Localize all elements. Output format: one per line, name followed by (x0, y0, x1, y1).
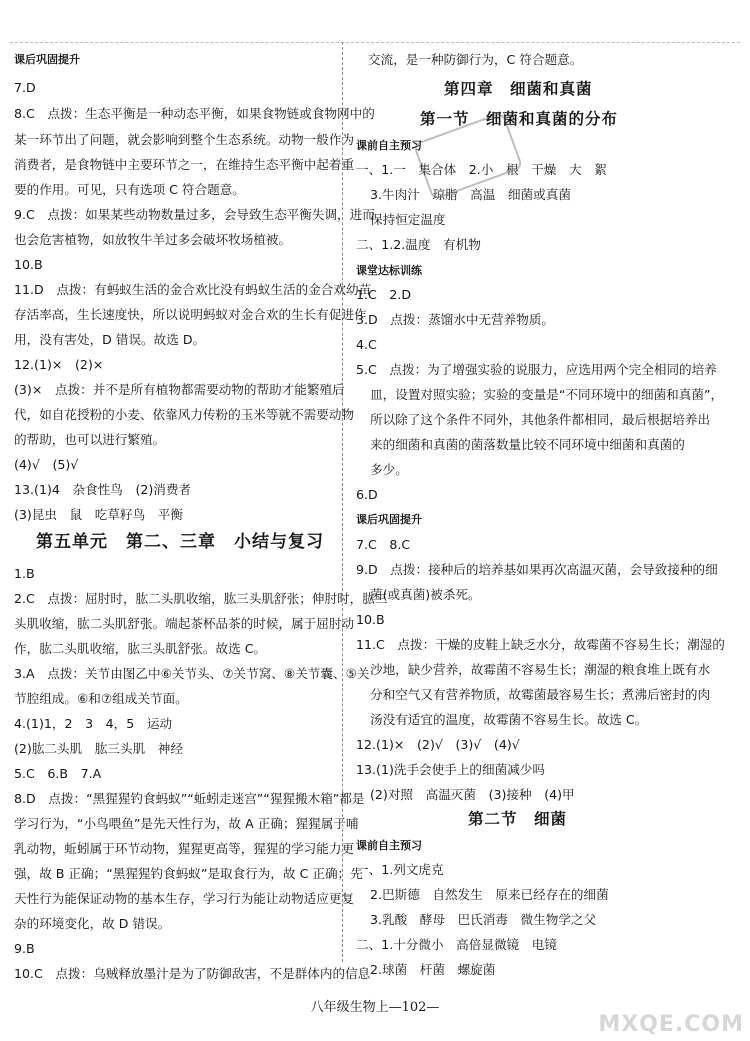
answer-line: 9.C 点拨：如果某些动物数量过多，会导致生态平衡失调，进而 (14, 207, 375, 222)
section-label: 课前自主预习 (356, 139, 422, 152)
answer-line: 5.C 6.B 7.A (14, 766, 102, 781)
answer-line: 13.(1)洗手会使手上的细菌减少吗 (356, 762, 545, 777)
answer-line: (2)肱二头肌 肱三头肌 神经 (14, 741, 183, 756)
answer-line: 杂的环境变化，故 D 错误。 (14, 916, 171, 931)
answer-line: 乳动物，蚯蚓属于环节动物，猩猩更高等，猩猩的学习能力更 (14, 841, 355, 856)
section-label: 课后巩固提升 (14, 53, 80, 66)
answer-line: 作，肱二头肌收缩，肱三头肌舒张。故选 C。 (14, 641, 267, 656)
answer-line: 要的作用。可见，只有选项 C 符合题意。 (14, 182, 245, 197)
answer-line: 13.(1)4 杂食性鸟 (2)消费者 (14, 482, 192, 497)
answer-line: 8.C 点拨：生态平衡是一种动态平衡，如果食物链或食物网中的 (14, 106, 375, 121)
answer-line: 交流，是一种防御行为，C 符合题意。 (368, 52, 583, 67)
answer-line: 学习行为，“小鸟喂鱼”是先天性行为，故 A 正确；猩猩属于哺 (14, 816, 359, 831)
answer-line: 天性行为能保证动物的基本生存，学习行为能让动物适应更复 (14, 891, 355, 906)
answer-line: 汤没有适宜的温度，故霉菌不容易生长。故选 C。 (370, 712, 648, 727)
answer-line: 7.C 8.C (356, 537, 411, 552)
chapter-heading: 第四章 细菌和真菌 (444, 80, 593, 98)
answer-line: 所以除了这个条件不同外，其他条件都相同，最后根据培养出 (370, 412, 711, 427)
answer-line: 保持恒定温度 (370, 212, 446, 227)
answer-line: 分和空气又有营养物质，故霉菌最容易生长；煮沸后密封的肉 (370, 687, 711, 702)
answer-line: 9.B (14, 941, 35, 956)
section-label: 课后巩固提升 (356, 513, 422, 526)
answer-line: 5.C 点拨：为了增强实验的说服力，应选用两个完全相同的培养 (356, 362, 717, 377)
answer-line: 某一环节出了问题，就会影响到整个生态系统。动物一般作为 (14, 132, 355, 147)
answer-line: 3.D 点拨：蒸馏水中无营养物质。 (356, 312, 555, 327)
answer-line: 3.乳酸 酵母 巴氏消毒 微生物学之父 (370, 912, 597, 927)
section-label: 课前自主预习 (356, 839, 422, 852)
answer-line: 1.C 2.D (356, 287, 412, 302)
answer-line: 存活率高，生长速度快，所以说明蚂蚁对金合欢的生长有促进作 (14, 307, 367, 322)
unit-heading: 第五单元 第二、三章 小结与复习 (36, 532, 324, 552)
answer-line: 12.(1)× (2)× (14, 357, 104, 372)
watermark-logo: MXQE.COM (598, 1012, 744, 1037)
section-heading: 第一节 细菌和真菌的分布 (420, 110, 619, 128)
answer-line: 8.D 点拨：“黑猩猩钓食蚂蚁”“蚯蚓走迷宫”“猩猩搬木箱”都是 (14, 791, 365, 806)
answer-line: 7.D (14, 80, 36, 95)
answer-line: (3)昆虫 鼠 吃草籽鸟 平衡 (14, 507, 183, 522)
answer-line: 2.球菌 杆菌 螺旋菌 (370, 962, 496, 977)
answer-line: 代，如自花授粉的小麦、依靠风力传粉的玉米等就不需要动物 (14, 407, 355, 422)
answer-line: 6.D (356, 487, 378, 502)
answer-line: 3.牛肉汁 琼脂 高温 细菌或真菌 (370, 187, 571, 202)
answer-line: 菌(或真菌)被杀死。 (370, 587, 481, 602)
page-footer: 八年级生物上—102— (310, 1000, 440, 1015)
answer-line: 一、1.列文虎克 (356, 862, 444, 877)
answer-line: 10.B (356, 612, 385, 627)
answer-line: 4.C (356, 337, 377, 352)
answer-line: (4)√ (5)√ (14, 457, 79, 472)
answer-line: 消费者，是食物链中主要环节之一，在维持生态平衡中起着重 (14, 157, 355, 172)
answer-line: 多少。 (370, 462, 408, 477)
answer-line: 2.巴斯德 自然发生 原来已经存在的细菌 (370, 887, 609, 902)
answer-line: 10.B (14, 257, 43, 272)
answer-line: 强，故 B 正确；“黑猩猩钓食蚂蚁”是取食行为，故 C 正确；先 (14, 866, 363, 881)
answer-line: 12.(1)× (2)√ (3)√ (4)√ (356, 737, 520, 752)
answer-line: 10.C 点拨：乌贼释放墨汁是为了防御敌害，不是群体内的信息 (14, 966, 371, 981)
top-rule (10, 42, 740, 43)
answer-line: 2.C 点拨：屈肘时，肱二头肌收缩，肱三头肌舒张；伸肘时，肱三 (14, 591, 388, 606)
answer-line: 头肌收缩，肱二头肌舒张。端起茶杯品茶的时候，属于屈肘动 (14, 616, 355, 631)
answer-line: 11.C 点拨：干燥的皮鞋上缺乏水分，故霉菌不容易生长；潮湿的 (356, 637, 725, 652)
answer-line: 9.D 点拨：接种后的培养基如果再次高温灭菌，会导致接种的细 (356, 562, 718, 577)
answer-line: 11.D 点拨：有蚂蚁生活的金合欢比没有蚂蚁生活的金合欢幼苗 (14, 282, 372, 297)
answer-line: 二、1.十分微小 高倍显微镜 电镜 (356, 937, 557, 952)
answer-line: 节腔组成。⑥和⑦组成关节面。 (14, 691, 188, 706)
answer-line: 3.A 点拨：关节由图乙中⑥关节头、⑦关节窝、⑧关节囊、⑤关 (14, 666, 370, 681)
answer-line: 一、1.一 集合体 2.小 根 干燥 大 絮 (356, 162, 607, 177)
answer-line: (3)× 点拨：并不是所有植物都需要动物的帮助才能繁殖后 (14, 382, 345, 397)
answer-line: 的帮助，也可以进行繁殖。 (14, 432, 166, 447)
answer-line: 二、1.2.温度 有机物 (356, 237, 481, 252)
answer-line: 4.(1)1，2 3 4，5 运动 (14, 716, 173, 731)
answer-line: 也会危害植物，如放牧牛羊过多会破坏牧场植被。 (14, 232, 292, 247)
answer-line: (2)对照 高温灭菌 (3)接种 (4)甲 (370, 787, 575, 802)
answer-line: 用，没有害处，D 错误。故选 D。 (14, 332, 206, 347)
answer-line: 皿，设置对照实验；实验的变量是“不同环境中的细菌和真菌”， (370, 387, 724, 402)
answer-line: 沙地，缺少营养，故霉菌不容易生长；潮湿的粮食堆上既有水 (370, 662, 711, 677)
answer-line: 1.B (14, 566, 35, 581)
section-label: 课堂达标训练 (356, 264, 422, 277)
answer-line: 来的细菌和真菌的菌落数量比较不同环境中细菌和真菌的 (370, 437, 685, 452)
section-heading: 第二节 细菌 (468, 810, 568, 828)
